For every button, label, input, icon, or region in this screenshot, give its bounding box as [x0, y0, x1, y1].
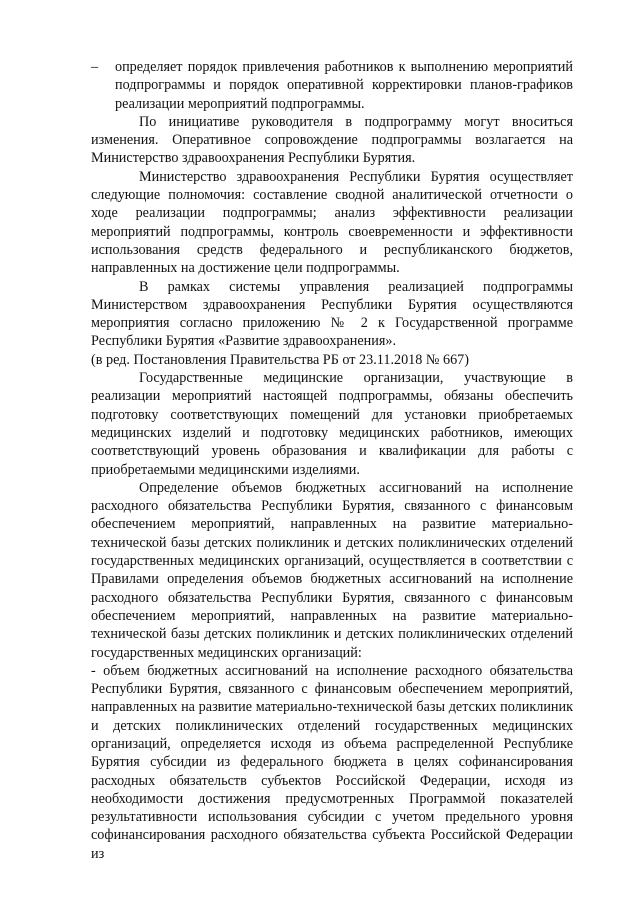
amendment-note: (в ред. Постановления Правительства РБ от 23.11.2018 № 667): [91, 351, 469, 368]
dash-marker: –: [91, 59, 99, 75]
paragraph-medical-organizations: Государственные медицинские организации, участвующие в реализации мероприятий настоящей подпрограммы, обязаны обеспечить подготовку соответствующих помещений для установки приобретаемых медицинских изделий и подготовку медицинских работников, имеющих соответствующий уровень образования и квалификации для работы с приобретаемыми медицинскими изделиями.: [91, 370, 573, 478]
paragraph-management-system: В рамках системы управления реализацией подпрограммы Министерством здравоохранения Республики Бурятия осуществляются мероприятия согласно приложению № 2 к Государственной программе Республики Бурятия «Развитие здравоохранения».: [91, 278, 573, 350]
paragraph-budget-definition: Определение объемов бюджетных ассигнований на исполнение расходного обязательства Республики Бурятия, связанного с финансовым обеспечением мероприятий, направленных на развитие материально-технической базы детских поликлиник и детских поликлинических отделений государственных медицинских организаций, осуществляется в соответствии с Правилами определения объемов бюджетных ассигнований на исполнение расходного обязательства Республики Бурятия, связанного с финансовым обеспечением мероприятий, направленных на развитие материально-технической базы детских поликлиник и детских поликлинических отделений государственных медицинских организаций:: [91, 479, 573, 661]
list-item-budget-volume: - объем бюджетных ассигнований на исполнение расходного обязательства Республики Бурятия, связанного с финансовым обеспечением мероприятий, направленных на развитие материально-технической базы детских поликлиник и детских поликлинических отделений государственных медицинских организаций, определяется исходя из объема распределенной Республике Бурятия субсидии из федерального бюджета в целях софинансирования расходных обязательств субъектов Российской Федерации, исходя из необходимости достижения предусмотренных Программой показателей результативности использования субсидии с учетом предельного уровня софинансирования расходного обязательства субъекта Российской Федерации из: [91, 662, 573, 862]
paragraph-ministry-powers: Министерство здравоохранения Республики Бурятия осуществляет следующие полномочия: составление сводной аналитической отчетности о ходе реализации подпрограммы; анализ эффективности реализации мероприятий подпрограммы, контроль своевременности и эффективности использования средств федерального и республиканского бюджетов, направленных на достижение цели подпрограммы.: [91, 168, 573, 277]
list-item-text: определяет порядок привлечения работников к выполнению мероприятий подпрограммы и порядок оперативной корректировки планов-графиков реализации мероприятий подпрограммы.: [115, 59, 573, 112]
document-page: [91, 58, 573, 863]
list-item-dash: [91, 58, 573, 113]
paragraph-changes: По инициативе руководителя в подпрограмму могут вноситься изменения. Оперативное сопровождение подпрограммы возлагается на Министерство здравоохранения Республики Бурятия.: [91, 113, 573, 167]
